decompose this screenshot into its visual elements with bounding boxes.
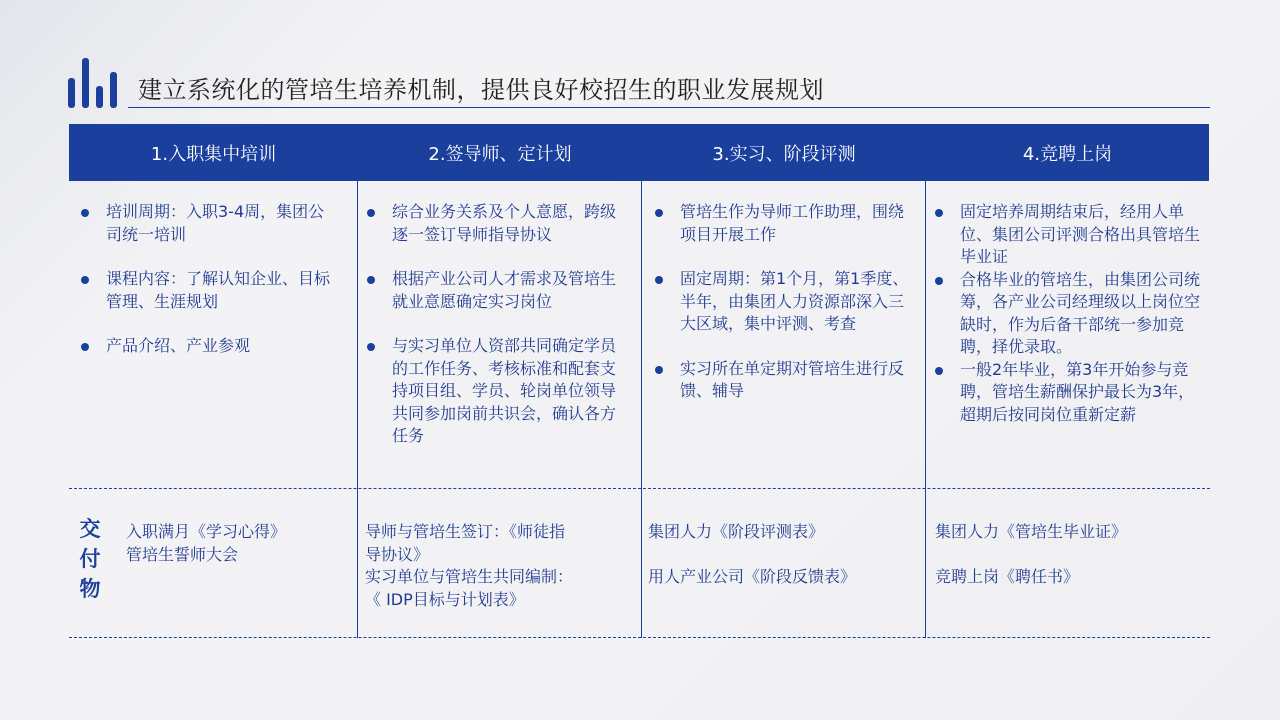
stage-4-deliverables: [935, 521, 1127, 589]
list-item: 产品介绍、产业参观: [78, 335, 340, 358]
bullet-icon: [367, 276, 375, 284]
stage-header-bar: [69, 124, 1209, 181]
column-divider: [925, 181, 926, 638]
stage-header-1: 1.入职集中培训: [150, 143, 277, 165]
deliverable-line: 用人产业公司《阶段反馈表》: [648, 567, 857, 586]
list-item: 管培生作为导师工作助理，围绕项目开展工作: [652, 201, 910, 246]
bullet-icon: [655, 276, 663, 284]
stage-3-deliverables: [648, 521, 856, 589]
list-item: 实习所在单定期对管培生进行反馈、辅导: [652, 358, 910, 403]
deliverable-line: 入职满月《学习心得》: [126, 522, 287, 541]
bullet-icon: [81, 209, 89, 217]
list-item: 根据产业公司人才需求及管培生就业意愿确定实习岗位: [364, 268, 629, 313]
deliverable-line: 《 IDP目标与计划表》: [365, 589, 525, 609]
stage-4-details: [932, 201, 1204, 426]
stage-3-details: [652, 201, 910, 403]
title-underline: [128, 107, 1210, 108]
dashed-separator: [69, 637, 1210, 638]
stage-2-details: [364, 201, 629, 448]
list-item: 与实习单位人资部共同确定学员的工作任务、考核标准和配套支持项目组、学员、轮岗单位领导共同参加岗前共识会，确认各方任务: [364, 335, 629, 448]
bar-chart-logo-icon: [68, 58, 120, 108]
deliverable-line: 竞聘上岗《聘任书》: [935, 567, 1080, 586]
list-item: 课程内容：了解认知企业、目标管理、生涯规划: [78, 268, 340, 313]
bullet-icon: [81, 343, 89, 351]
bullet-icon: [935, 367, 943, 375]
deliverable-line: 管培生誓师大会: [126, 544, 239, 564]
column-divider: [357, 181, 358, 638]
list-item: 固定周期：第1个月，第1季度、半年，由集团人力资源部深入三大区域，集中评测、考查: [652, 268, 910, 336]
list-item: 一般2年毕业，第3年开始参与竞聘，管培生薪酬保护最长为3年，超期后按同岗位重新定薪: [932, 359, 1204, 427]
bullet-icon: [655, 209, 663, 217]
bullet-icon: [935, 277, 943, 285]
deliverable-line: 导协议》: [365, 544, 430, 564]
deliverable-line: 集团人力《管培生毕业证》: [935, 522, 1128, 541]
deliverables-label: 交付物: [79, 517, 101, 601]
column-divider: [641, 181, 642, 638]
bullet-icon: [81, 276, 89, 284]
bullet-icon: [367, 343, 375, 351]
list-item: 合格毕业的管培生，由集团公司统筹，各产业公司经理级以上岗位空缺时，作为后备干部统一参加竞聘，择优录取。: [932, 269, 1204, 359]
bullet-icon: [655, 366, 663, 374]
deliverable-line: 导师与管培生签订：《师徒指: [365, 522, 566, 541]
list-item: 综合业务关系及个人意愿，跨级逐一签订导师指导协议: [364, 201, 629, 246]
page-title: 建立系统化的管培生培养机制，提供良好校招生的职业发展规划: [138, 76, 824, 104]
stage-1-details: [78, 201, 340, 358]
deliverable-line: 集团人力《阶段评测表》: [648, 522, 825, 541]
deliverable-line: 实习单位与管培生共同编制：: [365, 567, 574, 586]
bullet-icon: [367, 209, 375, 217]
list-item: 固定培养周期结束后，经用人单位、集团公司评测合格出具管培生毕业证: [932, 201, 1204, 269]
stage-header-3: 3.实习、阶段评测: [712, 143, 856, 165]
stage-header-2: 2.签导师、定计划: [428, 143, 572, 165]
dashed-separator: [69, 488, 1210, 489]
stage-header-4: 4.竞聘上岗: [1022, 143, 1113, 165]
stage-1-deliverables: [126, 521, 286, 566]
bullet-icon: [935, 209, 943, 217]
list-item: 培训周期：入职3-4周，集团公司统一培训: [78, 201, 340, 246]
stage-2-deliverables: [365, 521, 573, 611]
